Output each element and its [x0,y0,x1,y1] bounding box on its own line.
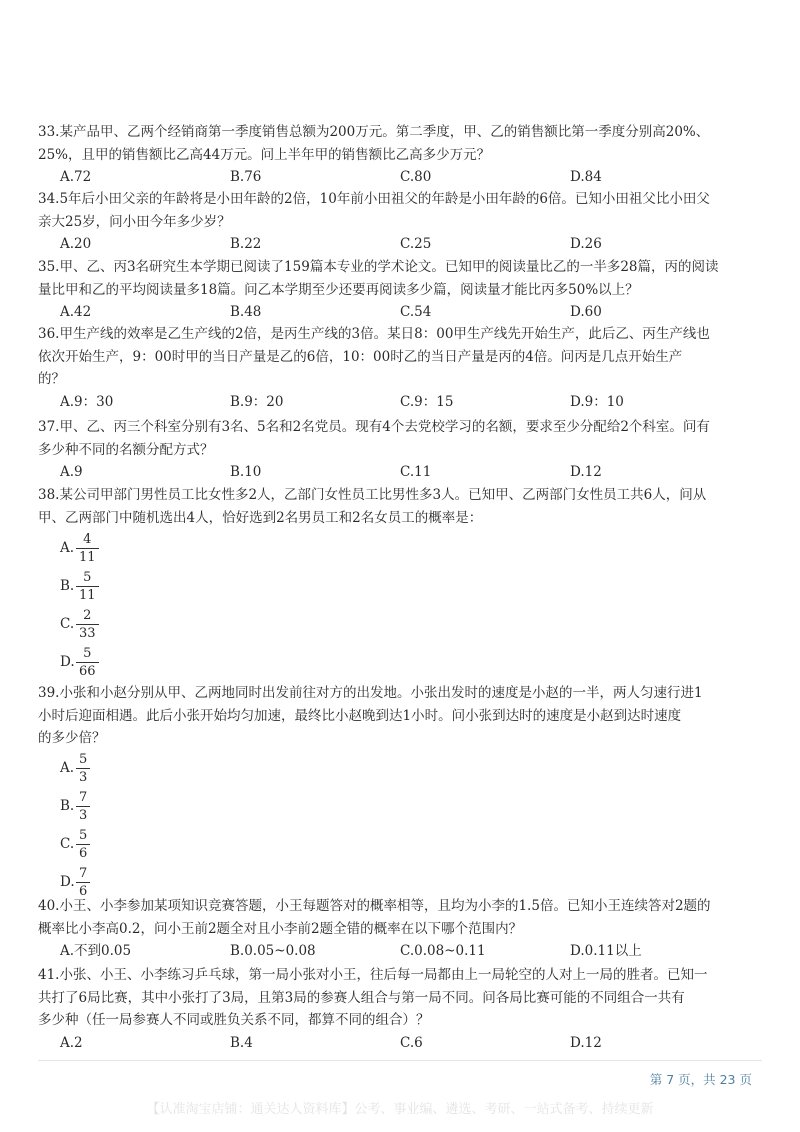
question-stem: 35.甲、乙、丙3名研究生本学期已阅读了159篇本专业的学术论文。已知甲的阅读量比乙的一半多28篇，丙的阅读 量比甲和乙的平均阅读量多18篇。问乙本学期至少还要再阅读多少篇，阅读量才能比丙多50%以上？ [38,259,719,298]
options-row [38,461,763,484]
options-row [38,166,763,189]
option-a: A. $\frac{4}{11}$ [38,529,763,567]
option-d: D.84 [570,169,602,185]
watermark: 【认准淘宝店铺：通关达人资料库】公考、事业编、遴选、考研、一站式备考、持续更新 [146,1102,654,1117]
option-b: B.76 [230,169,262,185]
question-stem: 33.某产品甲、乙两个经销商第一季度销售总额为200万元。第二季度，甲、乙的销售额比第一季度分别高20%、 25%，且甲的销售额比乙高44万元。问上半年甲的销售额比乙高多少万元？ [38,124,710,163]
fraction: $\frac{2}{33}$ [76,608,99,641]
option-d: D.0.11以上 [570,943,642,959]
option-b: B.22 [230,236,262,252]
option-b: B. $\frac{7}{3}$ [38,788,763,826]
option-b: B.48 [230,304,262,320]
option-a: A.9 [60,464,83,480]
option-a: A. $\frac{5}{3}$ [38,750,763,788]
fraction: $\frac{4}{11}$ [76,532,99,565]
option-d: D. $\frac{7}{6}$ [38,864,763,902]
question-34 [38,188,763,256]
options-row [38,391,763,414]
options-row [38,1032,763,1055]
fraction: $\frac{5}{66}$ [76,646,99,679]
fraction: $\frac{7}{3}$ [76,790,90,823]
question-stem: 36.甲生产线的效率是乙生产线的2倍，是丙生产线的3倍。某日8：00甲生产线先开始生产，此后乙、丙生产线也 依次开始生产，9：00时甲的当日产量是乙的6倍，10：00时乙的当日产量是丙的4倍。问丙是几点开始生产 的？ [38,326,710,387]
option-d: D.12 [570,464,602,480]
question-stem: 38.某公司甲部门男性员工比女性多2人，乙部门女性员工比男性多3人。已知甲、乙两部门女性员工共6人，问从 甲、乙两部门中随机选出4人，恰好选到2名男员工和2名女员工的概率是： [38,487,707,526]
option-d: D.12 [570,1034,602,1051]
question-38 [38,484,763,681]
question-33 [38,121,763,189]
question-stem: 37.甲、乙、丙三个科室分别有3名、5名和2名党员。现有4个去党校学习的名额，要求至少分配给2个科室。问有 多少种不同的名额分配方式？ [38,419,710,458]
fraction: $\frac{5}{6}$ [76,828,90,861]
option-c: C.80 [400,169,432,185]
footer-divider [38,1060,762,1061]
option-c: C.9：15 [400,393,454,410]
option-c: C.54 [400,304,432,320]
question-39 [38,682,763,902]
option-b: B.9：20 [230,393,284,410]
option-a: A.42 [60,304,92,320]
option-d: D. $\frac{5}{66}$ [38,643,763,681]
option-d: D.9：10 [570,393,624,410]
option-b: B.10 [230,464,262,480]
option-d: D.26 [570,236,602,252]
option-a: A.9：30 [60,393,114,410]
option-b: B.4 [230,1034,253,1051]
question-stem: 41.小张、小王、小李练习乒乓球，第一局小张对小王，往后每一局都由上一局轮空的人对上一局的胜者。已知一 共打了6局比赛，其中小张打了3局，且第3局的参赛人组合与第一局不同。问各局比赛可能的不同组合一共有 多少种（任一局参赛人不同或胜负关系不同，都算不同的组合）？ [38,967,708,1028]
options-row [38,940,763,963]
option-a: A.20 [60,236,92,252]
option-c: C. $\frac{2}{33}$ [38,605,763,643]
question-stem: 40.小王、小李参加某项知识竞赛答题，小王每题答对的概率相等，且均为小李的1.5倍。已知小王连续答对2题的 概率比小李高0.2，问小王前2题全对且小李前2题全错的概率在以下哪个范围内？ [38,898,711,937]
option-c: C.25 [400,236,432,252]
question-37 [38,416,763,484]
option-c: C.0.08~0.11 [400,943,486,959]
option-c: C.6 [400,1034,423,1051]
question-stem: 34.5年后小田父亲的年龄将是小田年龄的2倍，10年前小田祖父的年龄是小田年龄的6倍。已知小田祖父比小田父 亲大25岁，问小田今年多少岁？ [38,191,710,230]
option-b: B. $\frac{5}{11}$ [38,567,763,605]
question-36 [38,323,763,413]
option-b: B.0.05~0.08 [230,943,316,959]
fraction: $\frac{5}{11}$ [76,570,99,603]
option-c: C. $\frac{5}{6}$ [38,826,763,864]
option-d: D.60 [570,304,602,320]
fraction: $\frac{7}{6}$ [76,866,90,899]
question-41 [38,964,763,1054]
page-number: 第 7 页，共 23 页 [649,1072,752,1087]
option-a: A.不到0.05 [60,943,132,959]
question-stem: 39.小张和小赵分别从甲、乙两地同时出发前往对方的出发地。小张出发时的速度是小赵的一半，两人匀速行进1 小时后迎面相遇。此后小张开始均匀加速，最终比小赵晚到达1小时。问小张到达时的速度是小赵到达时速度 的多少倍？ [38,685,703,746]
options-row [38,233,763,256]
option-a: A.2 [60,1034,83,1051]
question-35 [38,256,763,324]
question-40 [38,895,763,963]
fraction: $\frac{5}{3}$ [76,752,90,785]
options-row [38,301,763,324]
option-a: A.72 [60,169,92,185]
option-c: C.11 [400,464,432,480]
